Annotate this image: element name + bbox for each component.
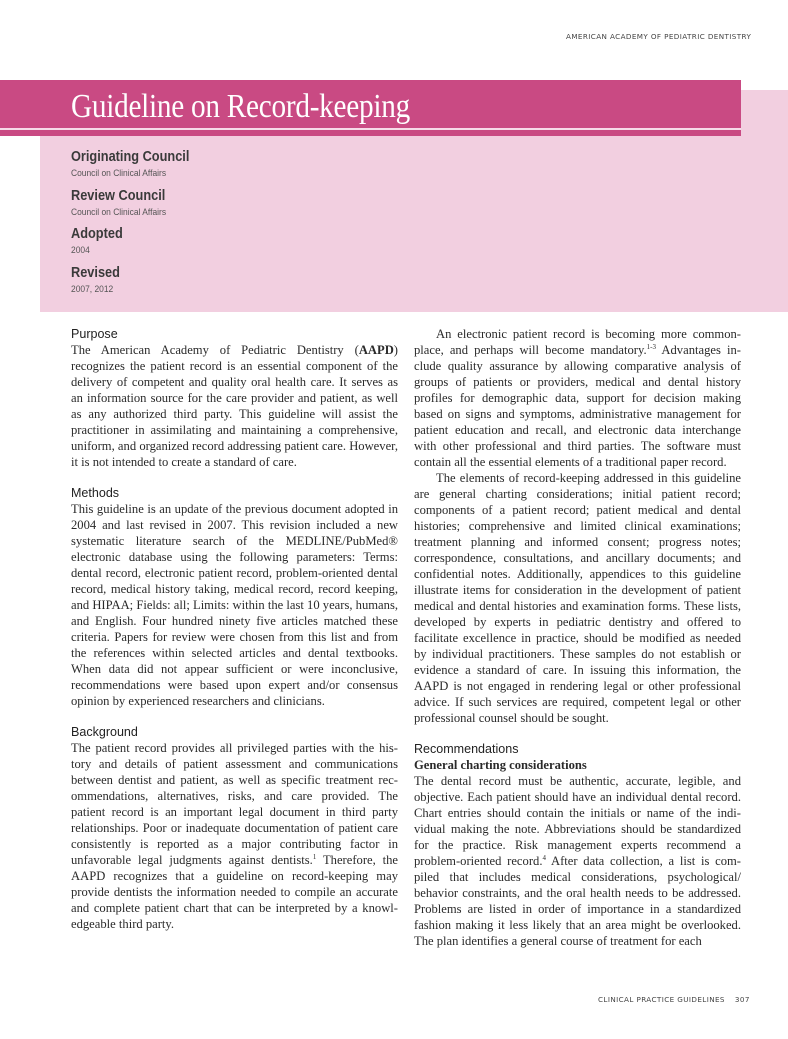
left-column [71,326,398,932]
electronic-record-paragraph [414,326,741,470]
elements-paragraph: The elements of record-keeping addressed in this guideline are general charting considerations; initial patient record; components of a patient record; patient medical and dental histories; comprehensive and limited clinical examinations; treatment planning and informed consent; progress notes; correspondence, consultations, and ancillary documents; and confidential notes. Additionally, appendices to this guideline illustrate items for consideration in the development of patient medical and dental histories and examination forms. These lists, developed by experts in pediatric dentistry and offered to facilitate excellence in practice, should be modified as needed by individual practitioners. These samples do not establish or evidence a standard of care. In issuing this information, the AAPD is not engaged in rendering legal or other professional advice. If such services are required, competent legal or other professional counsel should be sought. [414,471,741,725]
purpose-heading: Purpose [71,326,118,341]
recommendations-heading: Recommendations [414,741,519,756]
review-council-label: Review Council [71,187,166,204]
review-council-value: Council on Clinical Affairs [71,205,167,217]
originating-council-label: Originating Council [71,149,190,165]
citation: 4 [542,853,546,862]
footer-label: CLINICAL PRACTICE GUIDELINES [598,995,725,1004]
citation: 1-3 [646,342,656,351]
purpose-text: The American Academy of Pediatric Dentistry ( [71,343,359,357]
general-charting-subheading: General charting considerations [414,758,587,772]
page-number: 307 [734,995,750,1004]
running-header: AMERICAN ACADEMY OF PEDIATRIC DENTISTRY [566,32,752,41]
electronic-text-cont: Advantages include quality assurance by allowing comparative analysis of groups of patients or providers, medical and dental history profiles for demographic data, support for decision making based on signs and symptoms, administrative management for patient education and recall, and electronic data interchange with other professional and third parties. The software must contain all the essential elements of a traditional paper record. [414,343,741,469]
page-footer [598,995,750,1004]
background-text-cont: Therefore, the AAPD recognizes that a guideline on record-keeping may provide dentists the information needed to compile an accurate and complete patient chart that can be interpreted by a knowledgeable third party. [71,853,398,931]
right-column [414,326,741,949]
originating-council-value: Council on Clinical Affairs [71,167,167,178]
purpose-paragraph [71,342,398,470]
methods-paragraph: This guideline is an update of the previous document adopted in 2004 and last revised in 2007. This revision included a new systematic literature search of the MEDLINE/PubMed® electronic database using the following parameters: Terms: dental record, electronic patient record, problem-oriented dental record, medical history taking, medical record, record keeping, and HIPAA; Fields: all; Limits: within the last 10 years, humans, and English. Four hundred ninety five articles matched these criteria. Papers for review were chosen from this list and from the references within selected articles and dental textbooks. When data did not appear sufficient or were inconclusive, recommendations were based upon expert and/or consensus opinion by experienced researchers and clinicians. [71,502,398,708]
title-rule [0,128,741,130]
purpose-text-cont: ) recognizes the patient record is an essential component of the delivery of competent and quality oral health care. It serves as an information source for the care provider and patient, as well as any authorized third party. This guideline will assist the practitioner in assimilating and maintaining a comprehensive, uniform, and organized record addressing patient care. However, it is not intended to create a standard of care. [71,343,398,469]
methods-heading: Methods [71,485,120,500]
aapd-abbrev: AAPD [358,343,394,357]
citation: 1 [312,852,317,861]
adopted-value: 2004 [71,244,90,255]
revised-label: Revised [71,264,120,281]
background-text: The patient record provides all privileged parties with the history and details of patient assessment and communications between dentist and patient, as well as specific treatment recommendations, alternatives, risks, and care provided. The patient record is an important legal document in third party relationships. Poor or inadequate documentation of patient care consistently is reported as a major contributing factor in unfavorable legal judgments against dentists. [71,741,398,867]
electronic-text: An electronic patient record is becoming more commonplace, and perhaps will become mandatory. [414,327,741,357]
revised-value: 2007, 2012 [71,282,114,294]
recommendations-text: The dental record must be authentic, accurate, legible, and objective. Each patient should have an individual dental record. Chart entries should contain the initials or name of the individual making the note. Abbreviations should be standardized for the practice. Risk management experts recommend a problem-oriented record. [414,774,741,868]
background-heading: Background [71,724,138,739]
background-paragraph [71,740,398,932]
metadata-list [71,149,206,303]
recommendations-paragraph [414,773,741,949]
page-title: Guideline on Record-keeping [71,88,410,125]
recommendations-text-cont: After data collection, a list is compiled that includes medical considerations, psychological/​behavior constraints, and the oral health needs to be addressed. Problems are listed in order of importance in a standardized fashion making it less likely that an area might be overlooked. The plan identifies a general course of treatment for each [414,854,741,948]
adopted-label: Adopted [71,226,123,242]
